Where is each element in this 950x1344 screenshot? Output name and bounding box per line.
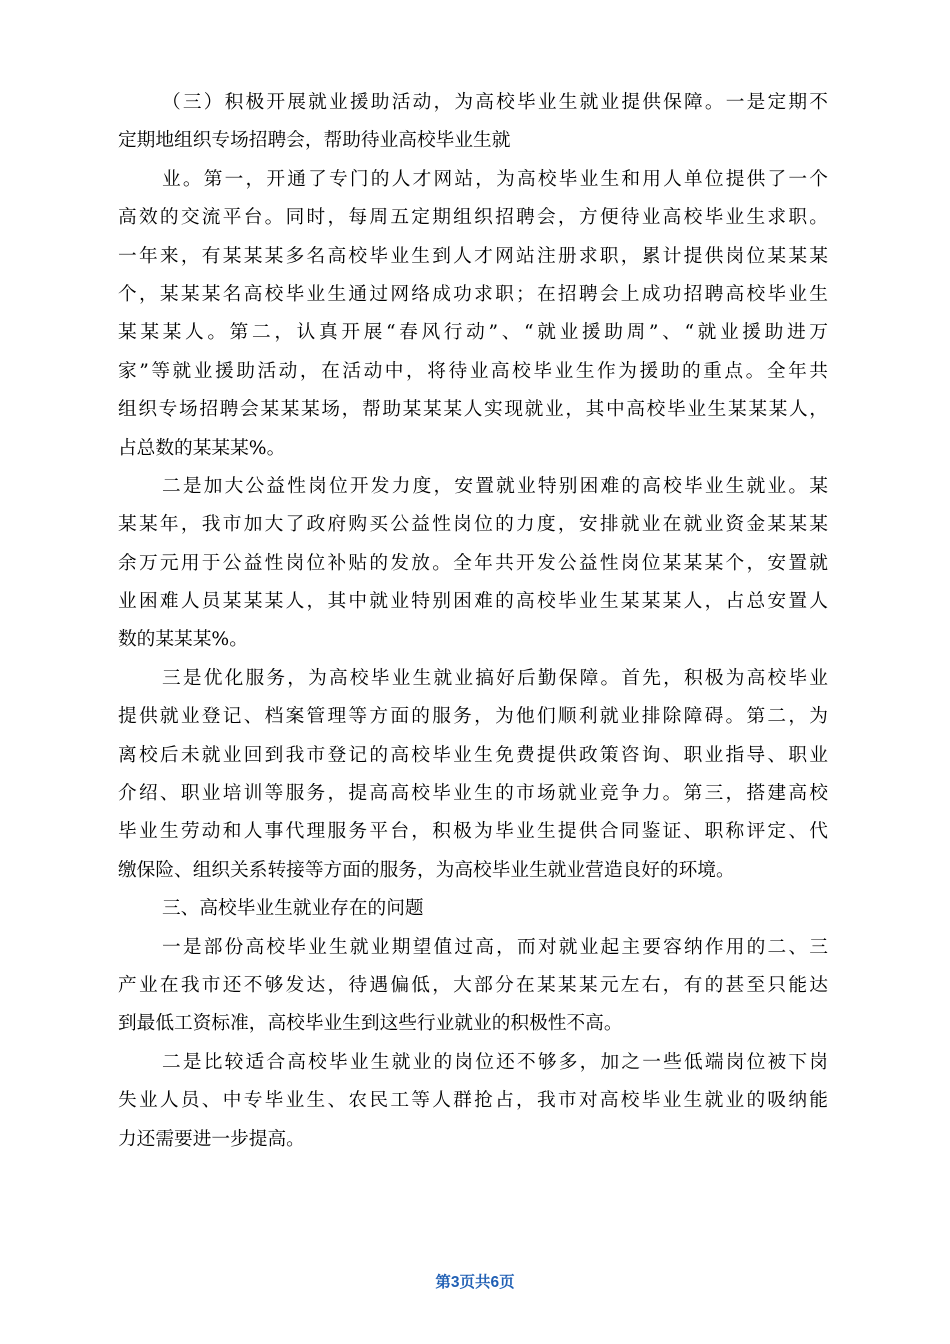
text-line: 家”等就业援助活动，在活动中，将待业高校毕业生作为援助的重点。全年共: [118, 360, 828, 382]
text-line: 二是比较适合高校毕业生就业的岗位还不够多，加之一些低端岗位被下岗: [162, 1051, 828, 1073]
body-text: [118, 84, 828, 1159]
text-line: 个，某某某名高校毕业生通过网络成功求职；在招聘会上成功招聘高校毕业生: [118, 283, 828, 305]
text-line: 一年来，有某某某多名高校毕业生到人才网站注册求职，累计提供岗位某某某: [118, 245, 828, 267]
text-line: 数的某某某%。: [118, 629, 248, 651]
text-line: 产业在我市还不够发达，待遇偏低，大部分在某某某元左右，有的甚至只能达: [118, 974, 828, 996]
text-line: （三）积极开展就业援助活动，为高校毕业生就业提供保障。一是定期不: [162, 92, 828, 113]
text-line: 定期地组织专场招聘会，帮助待业高校毕业生就: [118, 130, 511, 152]
text-line: 缴保险、组织关系转接等方面的服务，为高校毕业生就业营造良好的环境。: [118, 859, 735, 881]
text-line: 业。第一，开通了专门的人才网站，为高校毕业生和用人单位提供了一个: [162, 168, 828, 190]
text-line: 三是优化服务，为高校毕业生就业搞好后勤保障。首先，积极为高校毕业: [162, 667, 828, 689]
text-line: 力还需要进一步提高。: [118, 1128, 305, 1150]
text-line: 某某某人。第二，认真开展“春风行动”、“就业援助周”、“就业援助进万: [118, 322, 828, 344]
text-line: 业困难人员某某某人，其中就业特别困难的高校毕业生某某某人，占总安置人: [118, 591, 828, 613]
text-line: 占总数的某某某%。: [118, 437, 286, 459]
text-line: 三、高校毕业生就业存在的问题: [162, 898, 424, 920]
text-line: 高效的交流平台。同时，每周五定期组织招聘会，方便待业高校毕业生求职。: [118, 207, 828, 229]
page-footer: 第3页共6页: [435, 1274, 515, 1291]
text-line: 失业人员、中专毕业生、农民工等人群抢占，我市对高校毕业生就业的吸纳能: [118, 1090, 828, 1112]
text-line: 一是部份高校毕业生就业期望值过高，而对就业起主要容纳作用的二、三: [162, 936, 828, 958]
text-line: 离校后未就业回到我市登记的高校毕业生免费提供政策咨询、职业指导、职业: [118, 744, 828, 766]
text-line: 组织专场招聘会某某某场，帮助某某某人实现就业，其中高校毕业生某某某人，: [118, 399, 828, 421]
text-line: 某某年，我市加大了政府购买公益性岗位的力度，安排就业在就业资金某某某: [118, 514, 828, 536]
text-line: 到最低工资标准，高校毕业生到这些行业就业的积极性不高。: [118, 1013, 623, 1035]
text-line: 余万元用于公益性岗位补贴的发放。全年共开发公益性岗位某某某个，安置就: [118, 552, 828, 574]
text-line: 提供就业登记、档案管理等方面的服务，为他们顺利就业排除障碍。第二，为: [118, 706, 828, 728]
text-line: 二是加大公益性岗位开发力度，安置就业特别困难的高校毕业生就业。某: [162, 475, 828, 497]
text-line: 介绍、职业培训等服务，提高高校毕业生的市场就业竞争力。第三，搭建高校: [118, 783, 828, 805]
text-line: 毕业生劳动和人事代理服务平台，积极为毕业生提供合同鉴证、职称评定、代: [118, 821, 828, 843]
